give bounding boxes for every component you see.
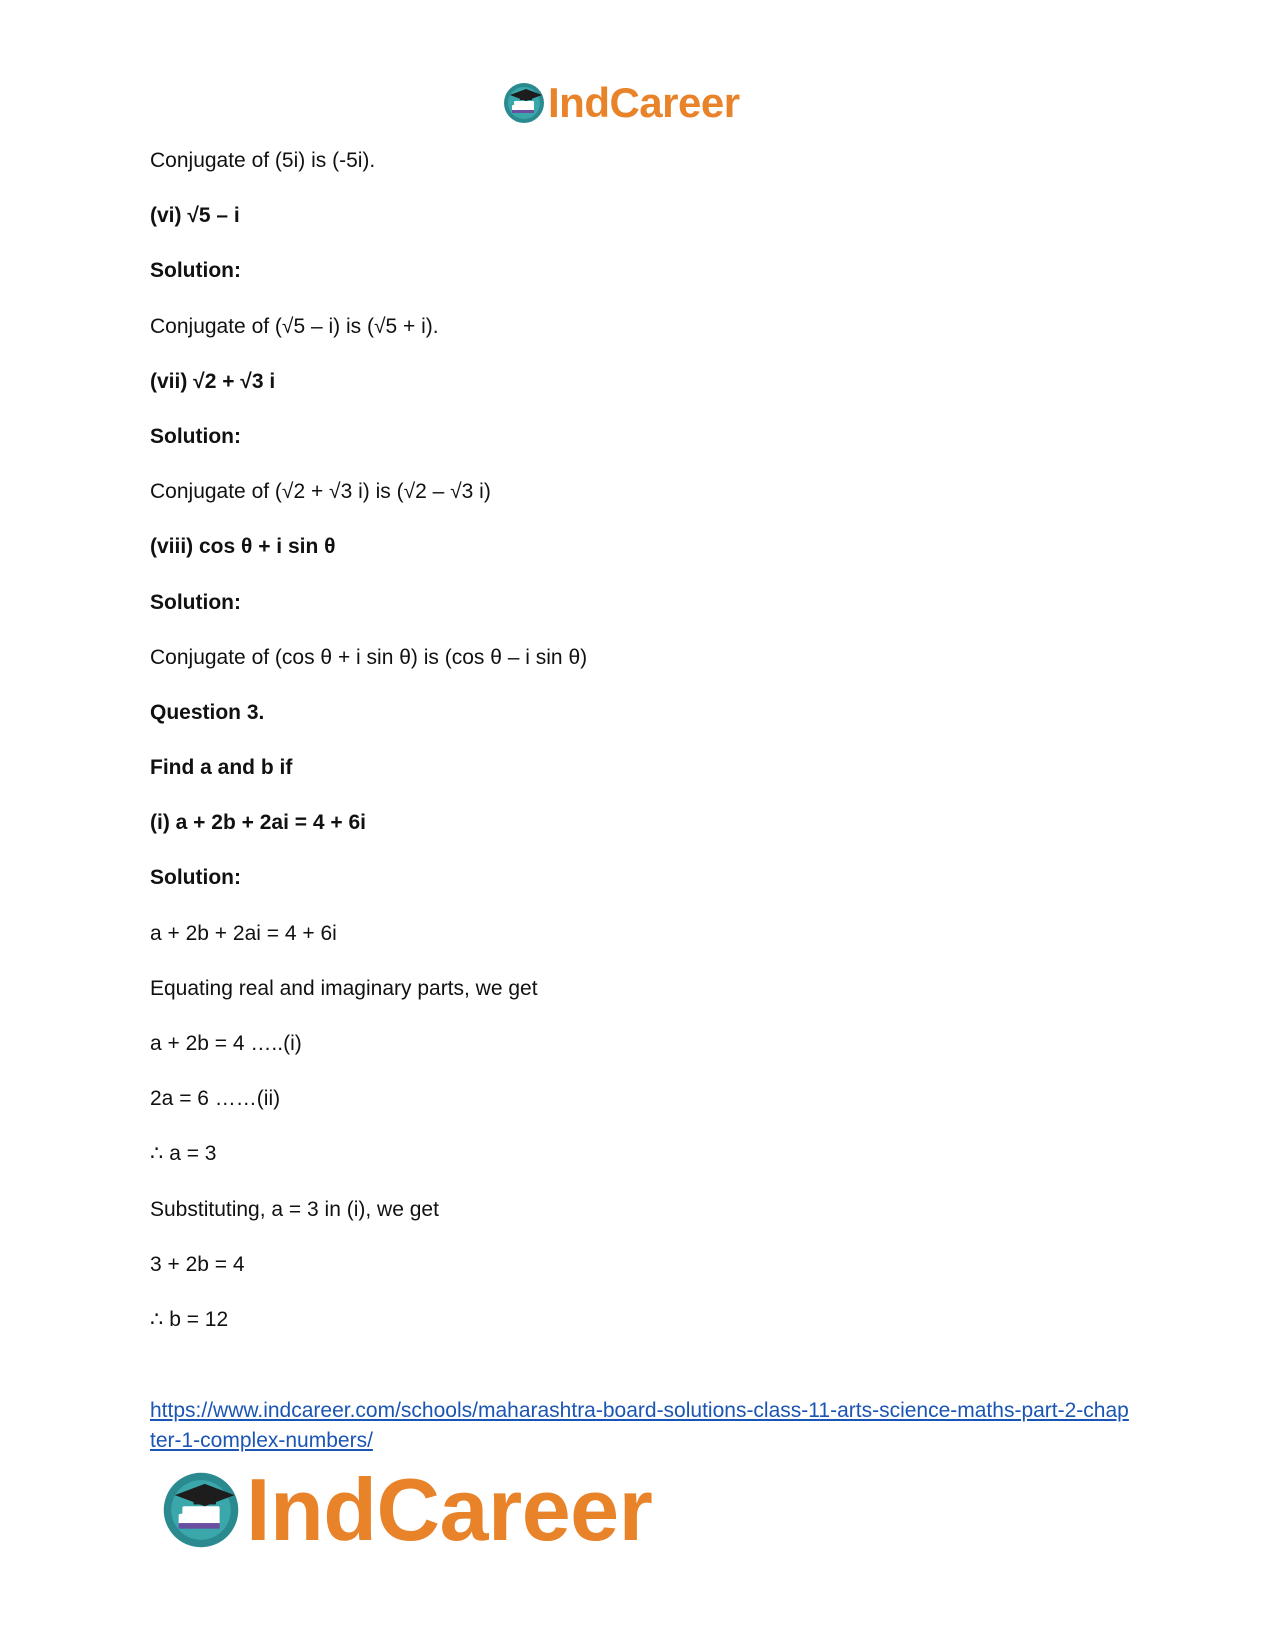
heading-line: Solution:: [150, 590, 241, 614]
text-line: 3 + 2b = 4: [150, 1252, 245, 1276]
heading-line: Solution:: [150, 424, 241, 448]
text-line: Conjugate of (5i) is (-5i).: [150, 149, 376, 172]
footer-logo-text: IndCareer: [246, 1460, 653, 1559]
heading-line: Question 3.: [150, 700, 265, 724]
graduation-book-icon: [502, 81, 546, 125]
graduation-book-icon: [160, 1469, 242, 1551]
source-link[interactable]: https://www.indcareer.com/schools/maharashtra-board-solutions-class-11-arts-science-maths-part-2-chapter-1-complex-numbers/: [150, 1399, 1129, 1452]
text-line: Conjugate of (cos θ + i sin θ) is (cos θ – i sin θ): [150, 645, 588, 669]
text-line: Equating real and imaginary parts, we get: [150, 976, 538, 1000]
text-line: a + 2b + 2ai = 4 + 6i: [150, 921, 337, 945]
header-logo-text: IndCareer: [548, 79, 740, 126]
text-line: Conjugate of (√5 – i) is (√5 + i).: [150, 314, 439, 338]
heading-line: (viii) cos θ + i sin θ: [150, 535, 336, 559]
text-line: Substituting, a = 3 in (i), we get: [150, 1197, 439, 1221]
heading-line: Find a and b if: [150, 756, 293, 780]
heading-line: (i) a + 2b + 2ai = 4 + 6i: [150, 811, 366, 835]
text-line: ∴ b = 12: [150, 1307, 229, 1331]
heading-line: Solution:: [150, 259, 241, 283]
document-body: [150, 146, 1150, 1360]
text-line: Conjugate of (√2 + √3 i) is (√2 – √3 i): [150, 480, 491, 504]
text-line: a + 2b = 4 …..(i): [150, 1032, 302, 1055]
heading-line: (vi) √5 – i: [150, 204, 240, 228]
header-logo: [502, 78, 740, 128]
heading-line: (vii) √2 + √3 i: [150, 369, 276, 393]
footer-logo: [160, 1460, 653, 1559]
text-line: ∴ a = 3: [150, 1142, 217, 1166]
text-line: 2a = 6 ……(ii): [150, 1087, 281, 1111]
heading-line: Solution:: [150, 866, 241, 890]
